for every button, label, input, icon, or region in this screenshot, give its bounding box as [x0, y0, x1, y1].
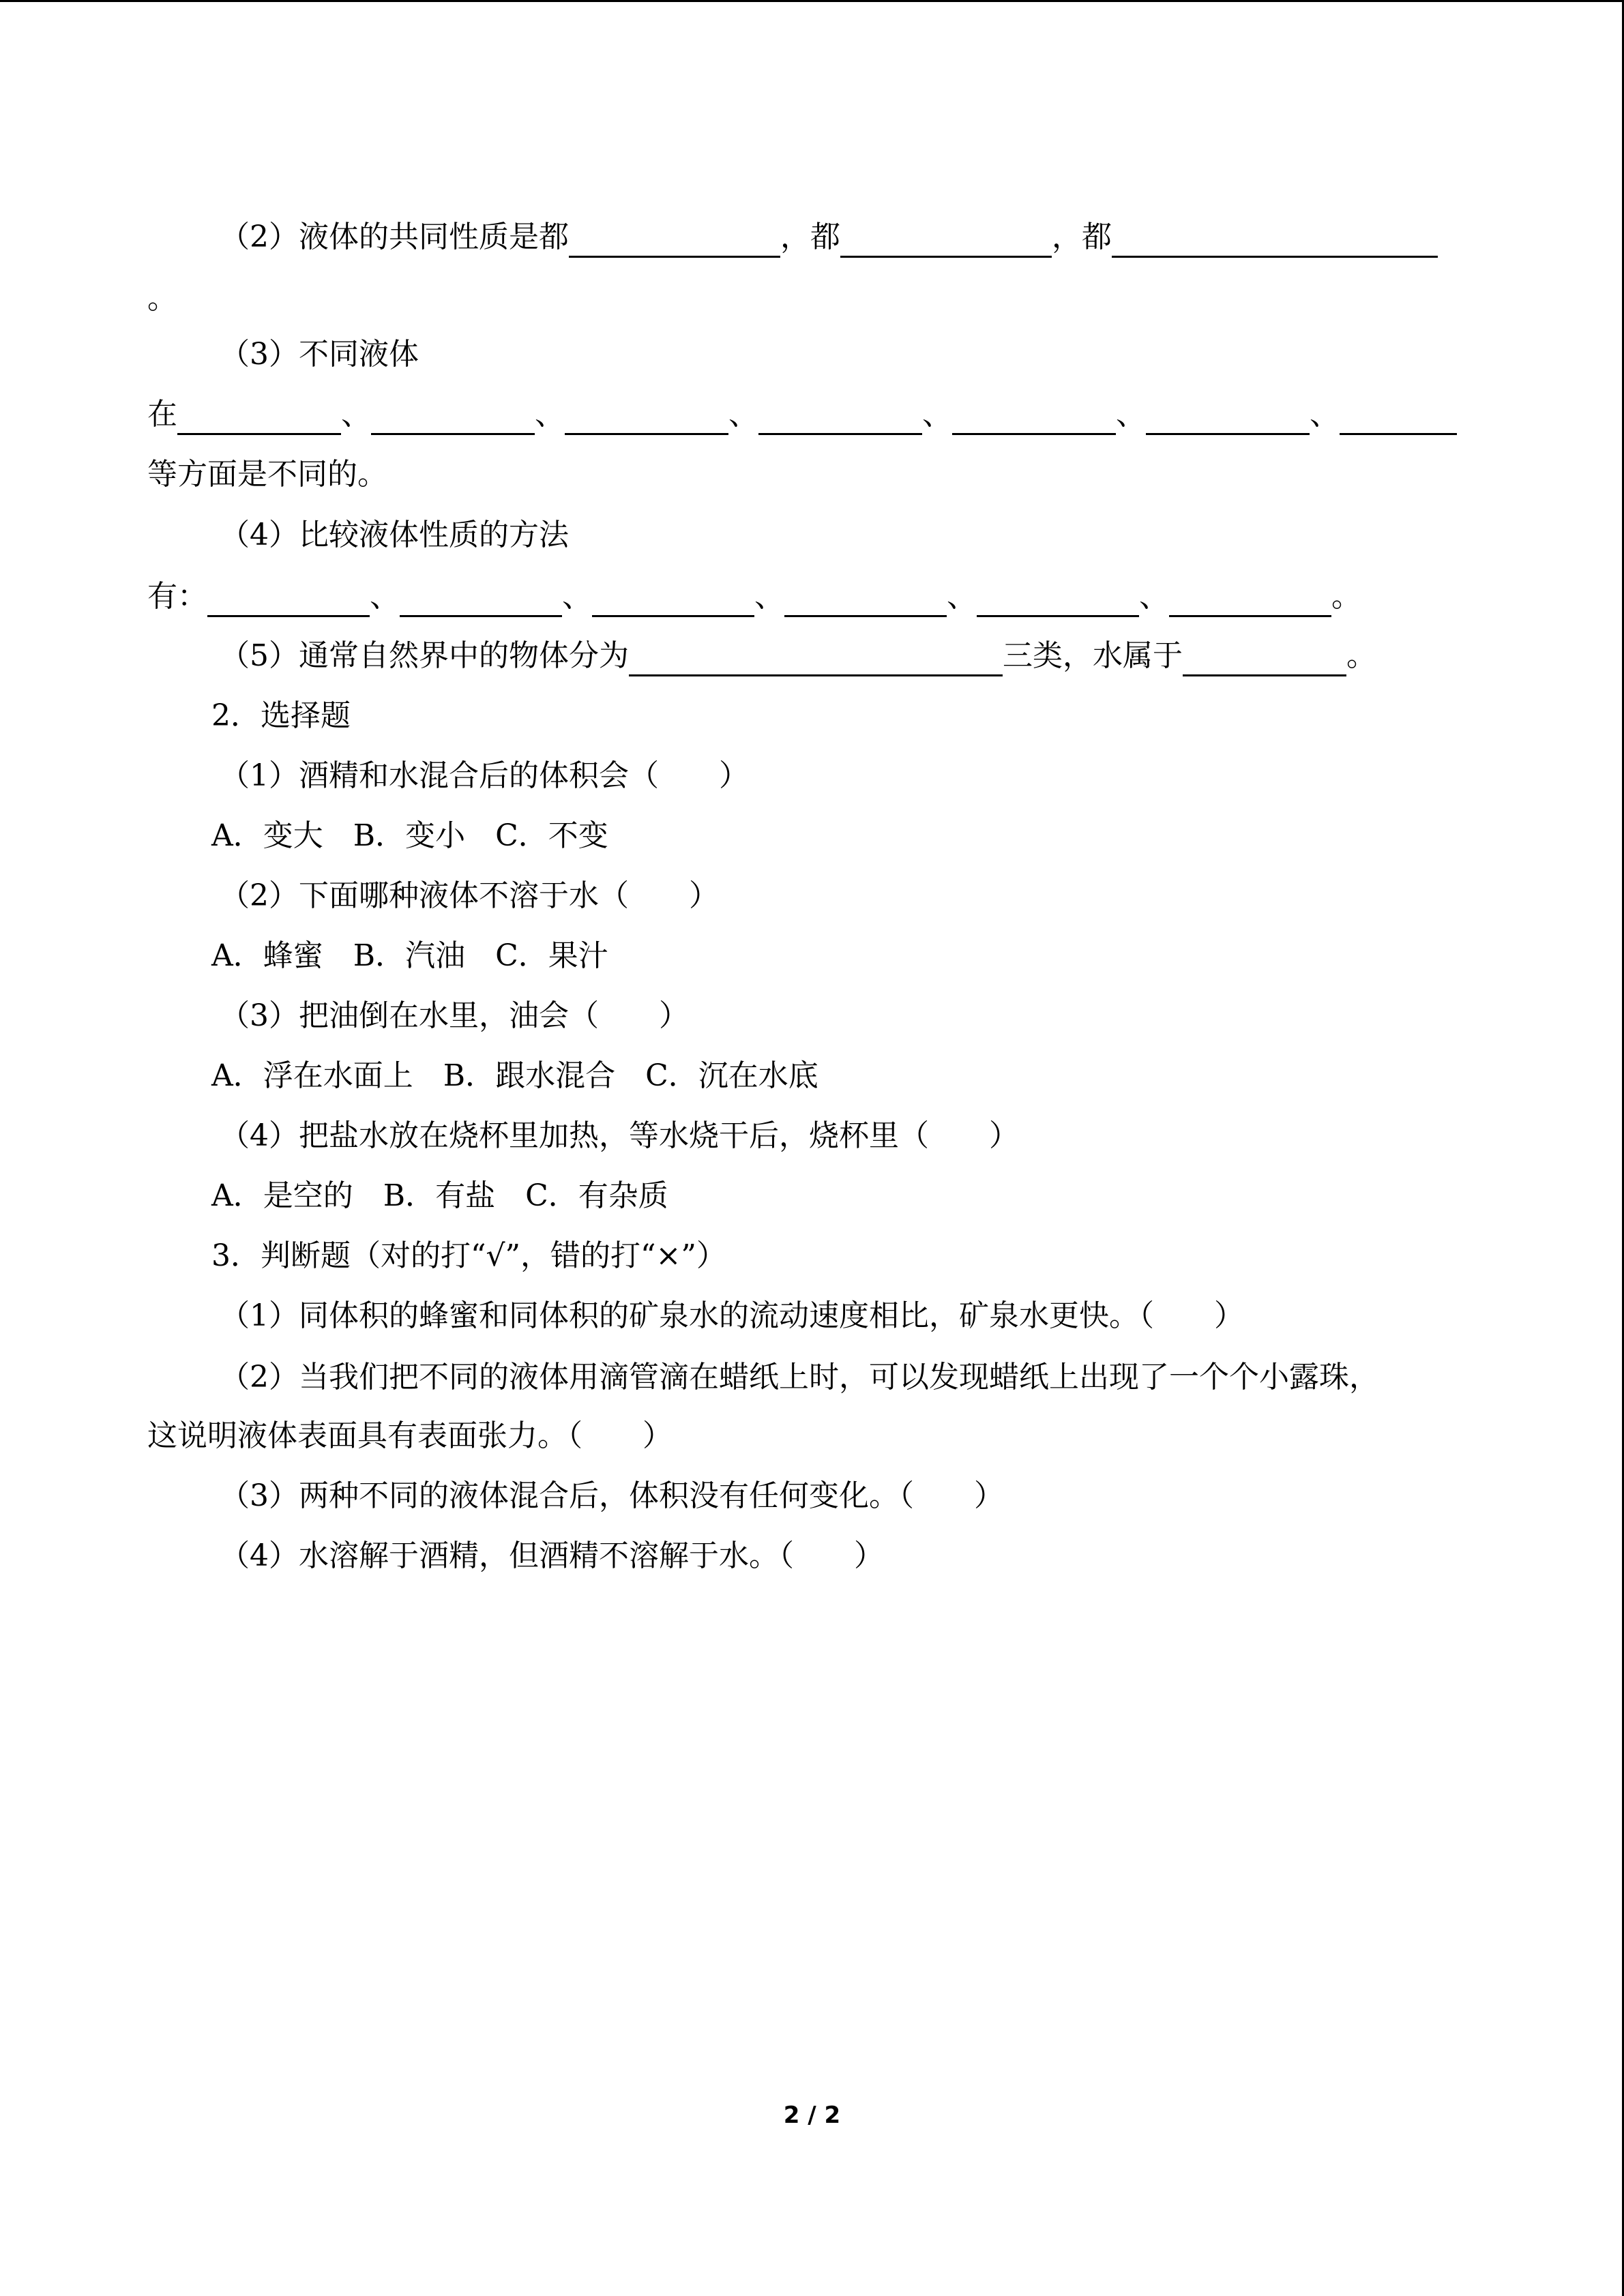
- choice-q2-options: A．蜂蜜 B．汽油 C．果汁: [211, 938, 608, 973]
- fill-q4-prefix: 有：: [147, 579, 207, 614]
- choice-q4-options: A．是空的 B．有盐 C．有杂质: [211, 1178, 668, 1213]
- answer-blank[interactable]: [569, 224, 780, 258]
- separator: 、: [1310, 397, 1340, 432]
- separator: 、: [947, 579, 977, 614]
- judge-q2-line1: （2）当我们把不同的液体用滴管滴在蜡纸上时，可以发现蜡纸上出现了一个个小露珠，: [220, 1360, 1379, 1395]
- judge-q2-line2: 这说明液体表面具有表面张力。（ ）: [147, 1418, 673, 1453]
- answer-blank[interactable]: [840, 224, 1052, 258]
- answer-blank[interactable]: [1112, 224, 1438, 258]
- fill-q3-title: （3）不同液体: [220, 337, 419, 372]
- answer-blank[interactable]: [400, 584, 562, 617]
- answer-blank[interactable]: [629, 643, 1003, 676]
- answer-blank[interactable]: [592, 584, 754, 617]
- separator: 、: [370, 579, 400, 614]
- judge-q3: （3）两种不同的液体混合后，体积没有任何变化。（ ）: [220, 1478, 1004, 1513]
- answer-blank[interactable]: [1146, 402, 1310, 435]
- separator: 、: [922, 397, 952, 432]
- fill-q4-line: [147, 576, 1361, 617]
- answer-blank[interactable]: [177, 402, 341, 435]
- choice-q1-stem: （1）酒精和水混合后的体积会（ ）: [220, 758, 749, 793]
- page-number: 2 / 2: [783, 2102, 841, 2129]
- answer-blank[interactable]: [1183, 643, 1346, 676]
- fill-q2-line: [220, 217, 1438, 258]
- fill-q4-title: （4）比较液体性质的方法: [220, 518, 569, 552]
- answer-blank[interactable]: [758, 402, 922, 435]
- answer-blank[interactable]: [784, 584, 947, 617]
- judge-q4: （4）水溶解于酒精，但酒精不溶解于水。（ ）: [220, 1538, 884, 1573]
- choice-section-title: 2．选择题: [211, 698, 351, 733]
- page-border-top: [0, 0, 1624, 2]
- choice-q2-stem: （2）下面哪种液体不溶于水（ ）: [220, 878, 719, 913]
- choice-q3-stem: （3）把油倒在水里，油会（ ）: [220, 998, 689, 1033]
- fill-q2-sep2: ，都: [1052, 220, 1112, 254]
- answer-blank[interactable]: [1340, 402, 1457, 435]
- judge-q1: （1）同体积的蜂蜜和同体积的矿泉水的流动速度相比，矿泉水更快。（ ）: [220, 1298, 1244, 1333]
- fill-q2-prefix: （2）液体的共同性质是都: [220, 220, 569, 254]
- separator: 、: [535, 397, 565, 432]
- answer-blank[interactable]: [371, 402, 535, 435]
- separator: 、: [1139, 579, 1169, 614]
- separator: 、: [754, 579, 784, 614]
- choice-q1-options: A．变大 B．变小 C．不变: [211, 818, 608, 853]
- judge-section-title: 3．判断题（对的打“√”，错的打“×”）: [211, 1238, 726, 1273]
- answer-blank[interactable]: [1169, 584, 1331, 617]
- separator: 、: [728, 397, 758, 432]
- separator: 、: [562, 579, 592, 614]
- choice-q4-stem: （4）把盐水放在烧杯里加热，等水烧干后，烧杯里（ ）: [220, 1118, 1019, 1153]
- fill-q3-end: 等方面是不同的。: [147, 457, 387, 492]
- fill-q3-prefix: 在: [147, 397, 177, 432]
- fill-q3-line: [147, 394, 1457, 435]
- fill-q5-end: 。: [1346, 638, 1376, 673]
- separator: 、: [1116, 397, 1146, 432]
- answer-blank[interactable]: [207, 584, 370, 617]
- fill-q5-prefix: （5）通常自然界中的物体分为: [220, 638, 629, 673]
- fill-q2-end: 。: [147, 281, 177, 316]
- answer-blank[interactable]: [952, 402, 1116, 435]
- separator: 、: [341, 397, 371, 432]
- fill-q5-mid: 三类，水属于: [1003, 638, 1183, 673]
- fill-q2-sep1: ，都: [780, 220, 840, 254]
- answer-blank[interactable]: [977, 584, 1139, 617]
- choice-q3-options: A．浮在水面上 B．跟水混合 C．沉在水底: [211, 1058, 818, 1093]
- fill-q5-line: [220, 636, 1376, 676]
- fill-q4-end: 。: [1331, 579, 1361, 614]
- answer-blank[interactable]: [565, 402, 728, 435]
